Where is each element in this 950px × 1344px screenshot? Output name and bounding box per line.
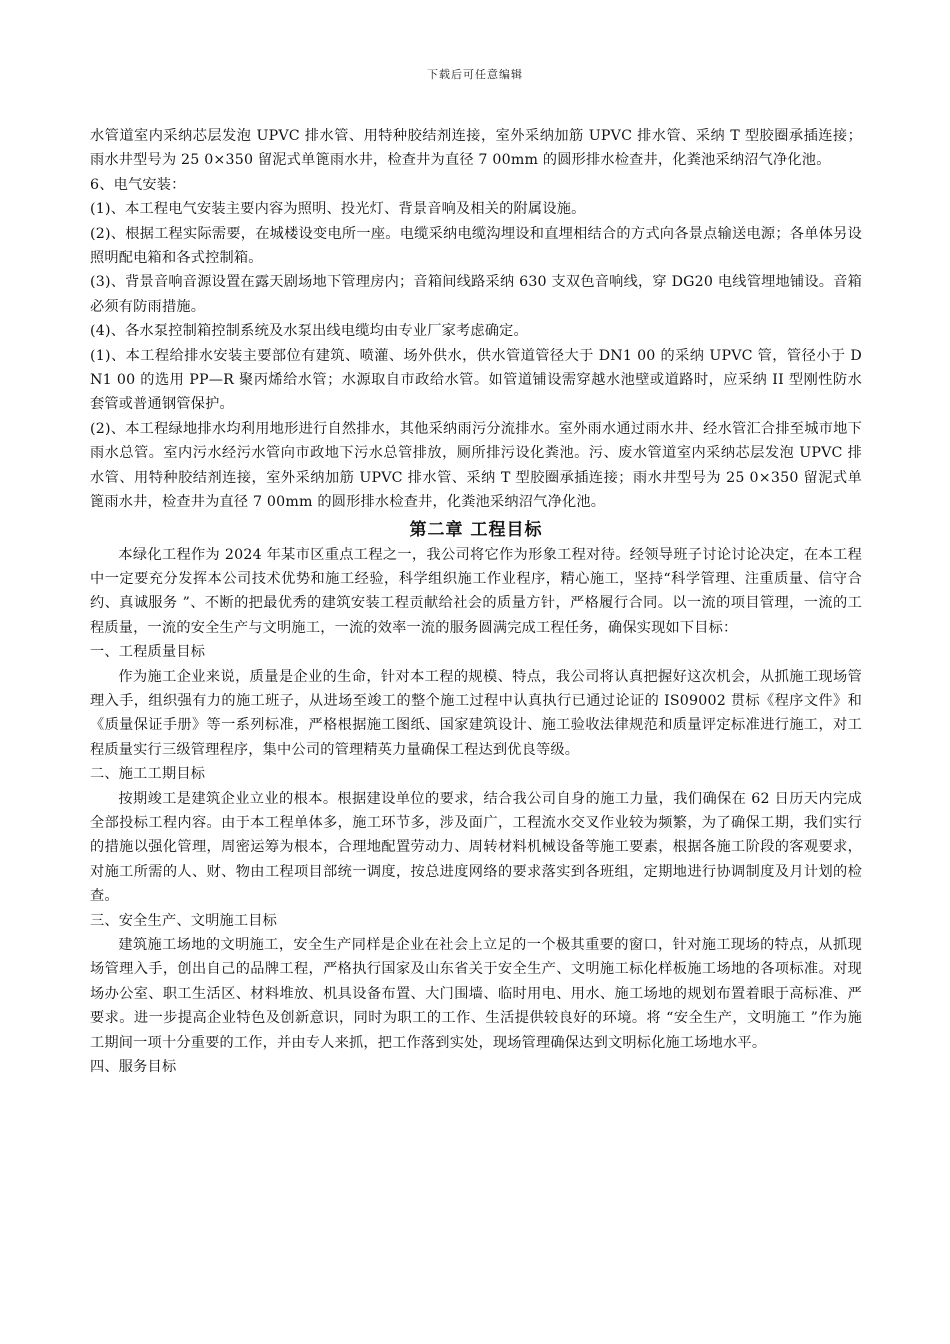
- paragraph: 本绿化工程作为 2024 年某市区重点工程之一，我公司将它作为形象工程对待。经领导班子讨论讨论决定，在本工程中一定要充分发挥本公司技术优势和施工经验，科学组织施工作业程序，精心施工，坚持“科学管理、注重质量、信守合约、真诚服务 ”、不断的把最优秀的建筑安装工程贡献给社会的质量方针，严格履行合同。以一流的项目管理，一流的工程质量，一流的安全生产与文明施工，一流的效率一流的服务圆满完成工程任务，确保实现如下目标：: [90, 546, 862, 636]
- section-heading: 三、安全生产、文明施工目标: [90, 912, 278, 929]
- paragraph: (1)、本工程给排水安装主要部位有建筑、喷灌、场外供水，供水管道管径大于 DN1 00 的采纳 UPVC 管，管径小于 DN1 00 的选用 PP—R 聚丙烯给水管；水源取自市政给水管。如管道铺设需穿越水池壁或道路时，应采纳 II 型刚性防水套管或普通钢管保护。: [90, 347, 862, 413]
- document-body: [90, 124, 862, 1079]
- paragraph: (4)、各水泵控制箱控制系统及水泵出线电缆均由专业厂家考虑确定。: [90, 323, 528, 340]
- page-header: 下载后可任意编辑: [427, 68, 523, 81]
- section-heading: 6、电气安装：: [90, 176, 186, 193]
- section-heading: 四、服务目标: [90, 1059, 177, 1076]
- paragraph: 建筑施工场地的文明施工，安全生产同样是企业在社会上立足的一个极其重要的窗口，针对施工现场的特点，从抓现场管理入手，创出自己的品牌工程，严格执行国家及山东省关于安全生产、文明施工标化样板施工场地的各项标准。对现场办公室、职工生活区、材料堆放、机具设备布置、大门围墙、临时用电、用水、施工场地的规划布置着眼于高标准、严要求。进一步提高企业特色及创新意识，同时为职工的工作、生活提供较良好的环境。将 “安全生产，文明施工 ”作为施工期间一项十分重要的工作，并由专人来抓，把工作落到实处，现场管理确保达到文明标化施工场地水平。: [90, 937, 862, 1051]
- chapter-title: 第二章 工程目标: [409, 519, 543, 540]
- paragraph: 作为施工企业来说，质量是企业的生命，针对本工程的规模、特点，我公司将认真把握好这次机会，从抓施工现场管理入手，组织强有力的施工班子，从进场至竣工的整个施工过程中认真执行已通过论证的 IS09002 贯标《程序文件》和《质量保证手册》等一系列标准，严格根据施工图纸、国家建筑设计、施工验收法律规范和质量评定标准进行施工，对工程质量实行三级管理程序，集中公司的管理精英力量确保工程达到优良等级。: [90, 668, 862, 758]
- paragraph: 水管道室内采纳芯层发泡 UPVC 排水管、用特种胶结剂连接，室外采纳加筋 UPVC 排水管、采纳 T 型胶圈承插连接；雨水井型号为 25 0×350 留泥式单篦雨水井，检查井为直径 7 00mm 的圆形排水检查井，化粪池采纳沼气净化池。: [90, 128, 862, 169]
- paragraph: (2)、本工程绿地排水均利用地形进行自然排水，其他采纳雨污分流排水。室外雨水通过雨水井、经水管汇合排至城市地下雨水总管。室内污水经污水管向市政地下污水总管排放，厕所排污设化粪池。污、废水管道室内采纳芯层发泡 UPVC 排水管、用特种胶结剂连接，室外采纳加筋 UPVC 排水管、采纳 T 型胶圈承插连接；雨水井型号为 25 0×350 留泥式单篦雨水井，检查井为直径 7 00mm 的圆形排水检查井，化粪池采纳沼气净化池。: [90, 420, 862, 511]
- section-heading: 二、施工工期目标: [90, 766, 206, 783]
- paragraph: (3)、背景音响音源设置在露天剧场地下管理房内；音箱间线路采纳 630 支双色音响线，穿 DG20 电线管埋地铺设。音箱必须有防雨措施。: [90, 274, 862, 315]
- paragraph: (1)、本工程电气安装主要内容为照明、投光灯、背景音响及相关的附属设施。: [90, 201, 586, 218]
- paragraph: 按期竣工是建筑企业立业的根本。根据建设单位的要求，结合我公司自身的施工力量，我们确保在 62 日历天内完成全部投标工程内容。由于本工程单体多，施工环节多，涉及面广，工程流水交叉作业较为频繁，为了确保工期，我们实行的措施以强化管理，周密运筹为根本，合理地配置劳动力、周转材料机械设备等施工要素，根据各施工阶段的客观要求，对施工所需的人、财、物由工程项目部统一调度，按总进度网络的要求落实到各班组，定期地进行协调制度及月计划的检查。: [90, 790, 862, 905]
- section-heading: 一、工程质量目标: [90, 644, 206, 661]
- paragraph: (2)、根据工程实际需要，在城楼设变电所一座。电缆采纳电缆沟埋设和直埋相结合的方式向各景点输送电源；各单体另设照明配电箱和各式控制箱。: [90, 225, 862, 267]
